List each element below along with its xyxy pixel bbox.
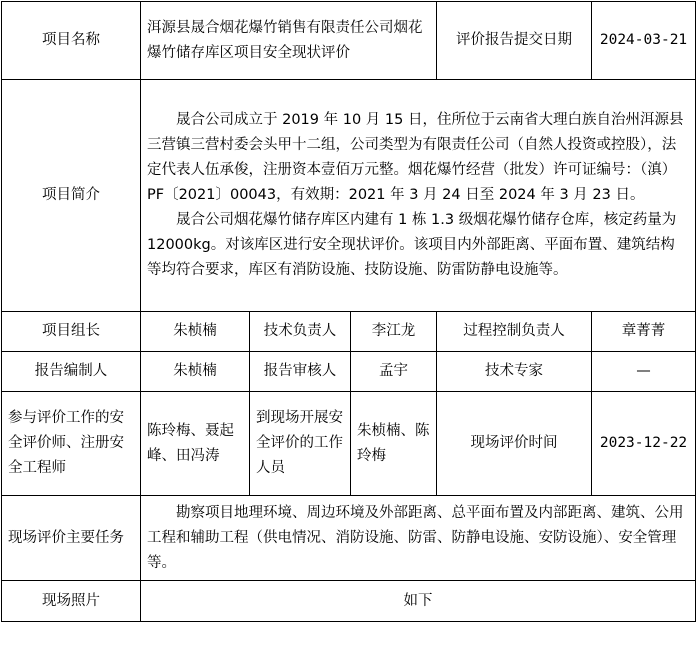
project-name-label: 项目名称	[2, 2, 141, 80]
report-author-value: 朱桢楠	[141, 352, 250, 392]
main-tasks-label: 现场评价主要任务	[2, 496, 141, 581]
report-date-value: 2024-03-21	[592, 2, 696, 80]
team-lead-value: 朱桢楠	[141, 312, 250, 352]
row-team-lead	[2, 312, 696, 352]
row-photos	[2, 581, 696, 622]
evaluators-label: 参与评价工作的安全评价师、注册安全工程师	[2, 392, 141, 496]
report-author-label: 报告编制人	[2, 352, 141, 392]
report-date-label: 评价报告提交日期	[437, 2, 592, 80]
tech-lead-value: 李江龙	[351, 312, 437, 352]
onsite-staff-value: 朱桢楠、陈玲梅	[351, 392, 437, 496]
tech-expert-value: —	[592, 352, 696, 392]
process-control-label: 过程控制负责人	[437, 312, 592, 352]
photos-value: 如下	[141, 581, 696, 622]
project-info-table	[1, 1, 696, 622]
onsite-time-value: 2023-12-22	[592, 392, 696, 496]
project-intro-content	[141, 80, 696, 312]
intro-paragraph-1: 晟合公司成立于 2019 年 10 月 15 日，住所位于云南省大理白族自治州洱源县三营镇三营村委会头甲十二组，公司类型为有限责任公司（自然人投资或控股），法定代表人伍承俊，注册资本壹佰万元整。烟花爆竹经营（批发）许可证编号：（滇）PF〔2021〕00043，有效期：2021 年 3 月 24 日至 2024 年 3 月 23 日。	[147, 112, 684, 203]
row-project-intro	[2, 80, 696, 312]
row-evaluators	[2, 392, 696, 496]
report-reviewer-value: 孟宇	[351, 352, 437, 392]
tech-lead-label: 技术负责人	[250, 312, 351, 352]
evaluators-value: 陈玲梅、聂起峰、田冯涛	[141, 392, 250, 496]
main-tasks-content	[141, 496, 696, 581]
tech-expert-label: 技术专家	[437, 352, 592, 392]
project-intro-label: 项目简介	[2, 80, 141, 312]
photos-label: 现场照片	[2, 581, 141, 622]
onsite-staff-label: 到现场开展安全评价的工作人员	[250, 392, 351, 496]
row-project-name	[2, 2, 696, 80]
process-control-value: 章菁菁	[592, 312, 696, 352]
report-reviewer-label: 报告审核人	[250, 352, 351, 392]
team-lead-label: 项目组长	[2, 312, 141, 352]
intro-paragraph-2: 晟合公司烟花爆竹储存库区内建有 1 栋 1.3 级烟花爆竹储存仓库，核定药量为 12000kg。对该库区进行安全现状评价。该项目内外部距离、平面布置、建筑结构等均符合要求，库区有消防设施、技防设施、防雷防静电设施等。	[147, 212, 677, 278]
main-tasks-text: 勘察项目地理环境、周边环境及外部距离、总平面布置及内部距离、建筑、公用工程和辅助工程（供电情况、消防设施、防雷、防静电设施、安防设施）、安全管理等。	[147, 504, 684, 571]
onsite-time-label: 现场评价时间	[437, 392, 592, 496]
row-main-tasks	[2, 496, 696, 581]
project-name-value: 洱源县晟合烟花爆竹销售有限责任公司烟花爆竹储存库区项目安全现状评价	[141, 2, 437, 80]
row-report-author	[2, 352, 696, 392]
